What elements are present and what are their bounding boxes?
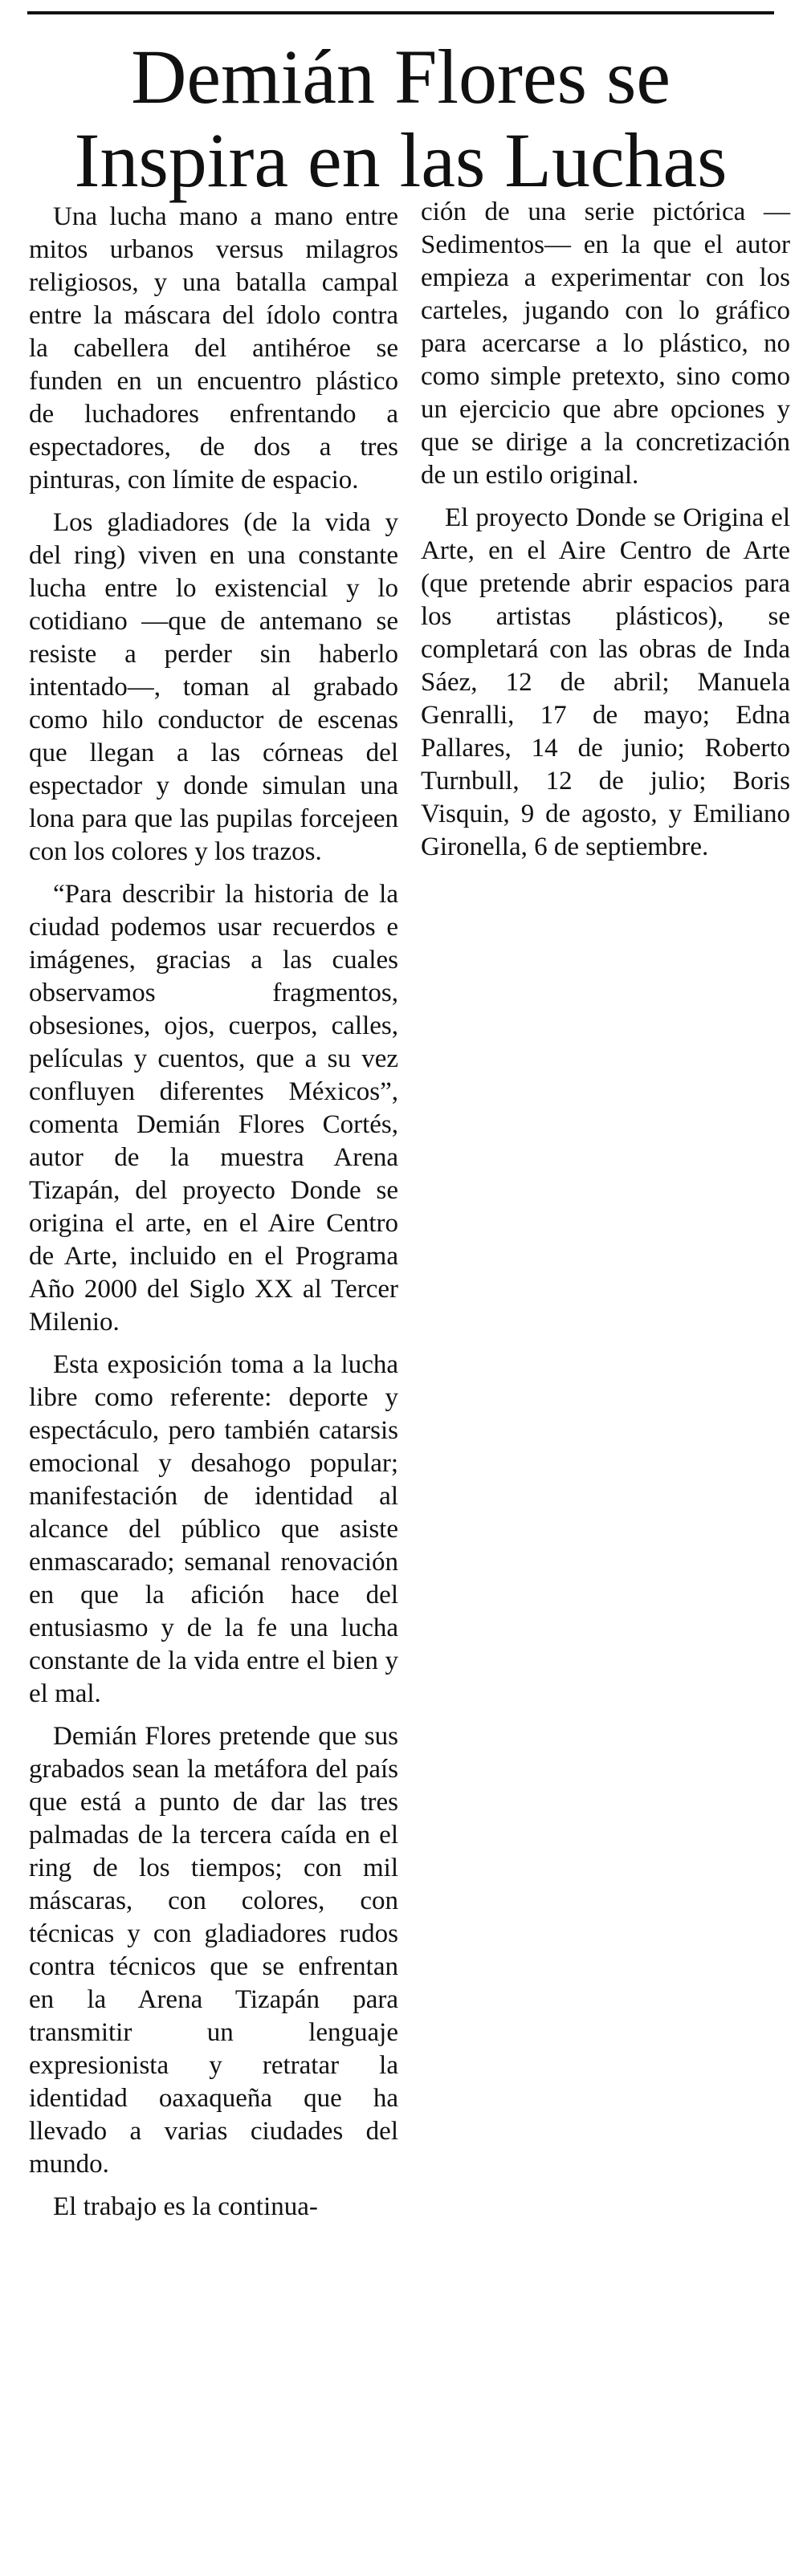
- paragraph: “Para describir la historia de la ciudad podemos usar recuerdos e imágenes, gracias a las cuales observamos fragmentos, obsesiones, ojos, cuerpos, calles, películas y cuentos, que a su vez confluyen diferentes Méxicos”, comenta Demián Flores Cortés, autor de la muestra Arena Tizapán, del proyecto Donde se origina el arte, en el Aire Centro de Arte, incluido en el Programa Año 2000 del Siglo XX al Tercer Milenio.: [29, 880, 398, 1337]
- left-column: [29, 201, 398, 2233]
- paragraph-continuation: ción de una serie pictórica —Sedimentos— en la que el autor empieza a experimentar con los carteles, jugando con lo gráfico para acercarse a lo plástico, no como simple pretexto, sino como un ejercicio que abre opciones y que se dirige a la concretización de un estilo original.: [421, 197, 790, 490]
- right-column: [421, 196, 790, 873]
- headline-line-2: Inspira en las Luchas: [74, 117, 728, 203]
- paragraph: Los gladiadores (de la vida y del ring) viven en una constante lucha entre lo existencial y lo cotidiano —que de antemano se resiste a perder sin haberlo intentado—, toman al grabado como hilo conductor de escenas que llegan a las córneas del espectador y donde simulan una lona para que las pupilas forcejeen con los colores y los trazos.: [29, 508, 398, 866]
- article-headline: [27, 35, 774, 202]
- paragraph: Esta exposición toma a la lucha libre como referente: deporte y espectáculo, pero también catarsis emocional y desahogo popular; manifestación de identidad al alcance del público que asiste enmascarado; semanal renovación en que la afición hace del entusiasmo y de la fe una lucha constante de la vida entre el bien y el mal.: [29, 1350, 398, 1708]
- paragraph: Una lucha mano a mano entre mitos urbanos versus milagros religiosos, y una batalla campal entre la máscara del ídolo contra la cabellera del antihéroe se funden en un encuentro plástico de luchadores enfrentando a espectadores, de dos a tres pinturas, con límite de espacio.: [29, 202, 398, 494]
- paragraph: El proyecto Donde se Origina el Arte, en el Aire Centro de Arte (que pretende abrir espacios para los artistas plásticos), se completará con las obras de Inda Sáez, 12 de abril; Manuela Genralli, 17 de mayo; Edna Pallares, 14 de junio; Roberto Turnbull, 12 de julio; Boris Visquin, 9 de agosto, y Emiliano Gironella, 6 de septiembre.: [421, 503, 790, 861]
- top-rule: [27, 11, 774, 14]
- paragraph: El trabajo es la continua-: [53, 2192, 318, 2221]
- paragraph: Demián Flores pretende que sus grabados sean la metáfora del país que está a punto de dar las tres palmadas de la tercera caída en el ring de los tiempos; con mil máscaras, con colores, con técnicas y con gladiadores rudos contra técnicos que se enfrentan en la Arena Tizapán para transmitir un lenguaje expresionista y retratar la identidad oaxaqueña que ha llevado a varias ciudades del mundo.: [29, 1722, 398, 2179]
- headline-line-1: Demián Flores se: [131, 34, 671, 120]
